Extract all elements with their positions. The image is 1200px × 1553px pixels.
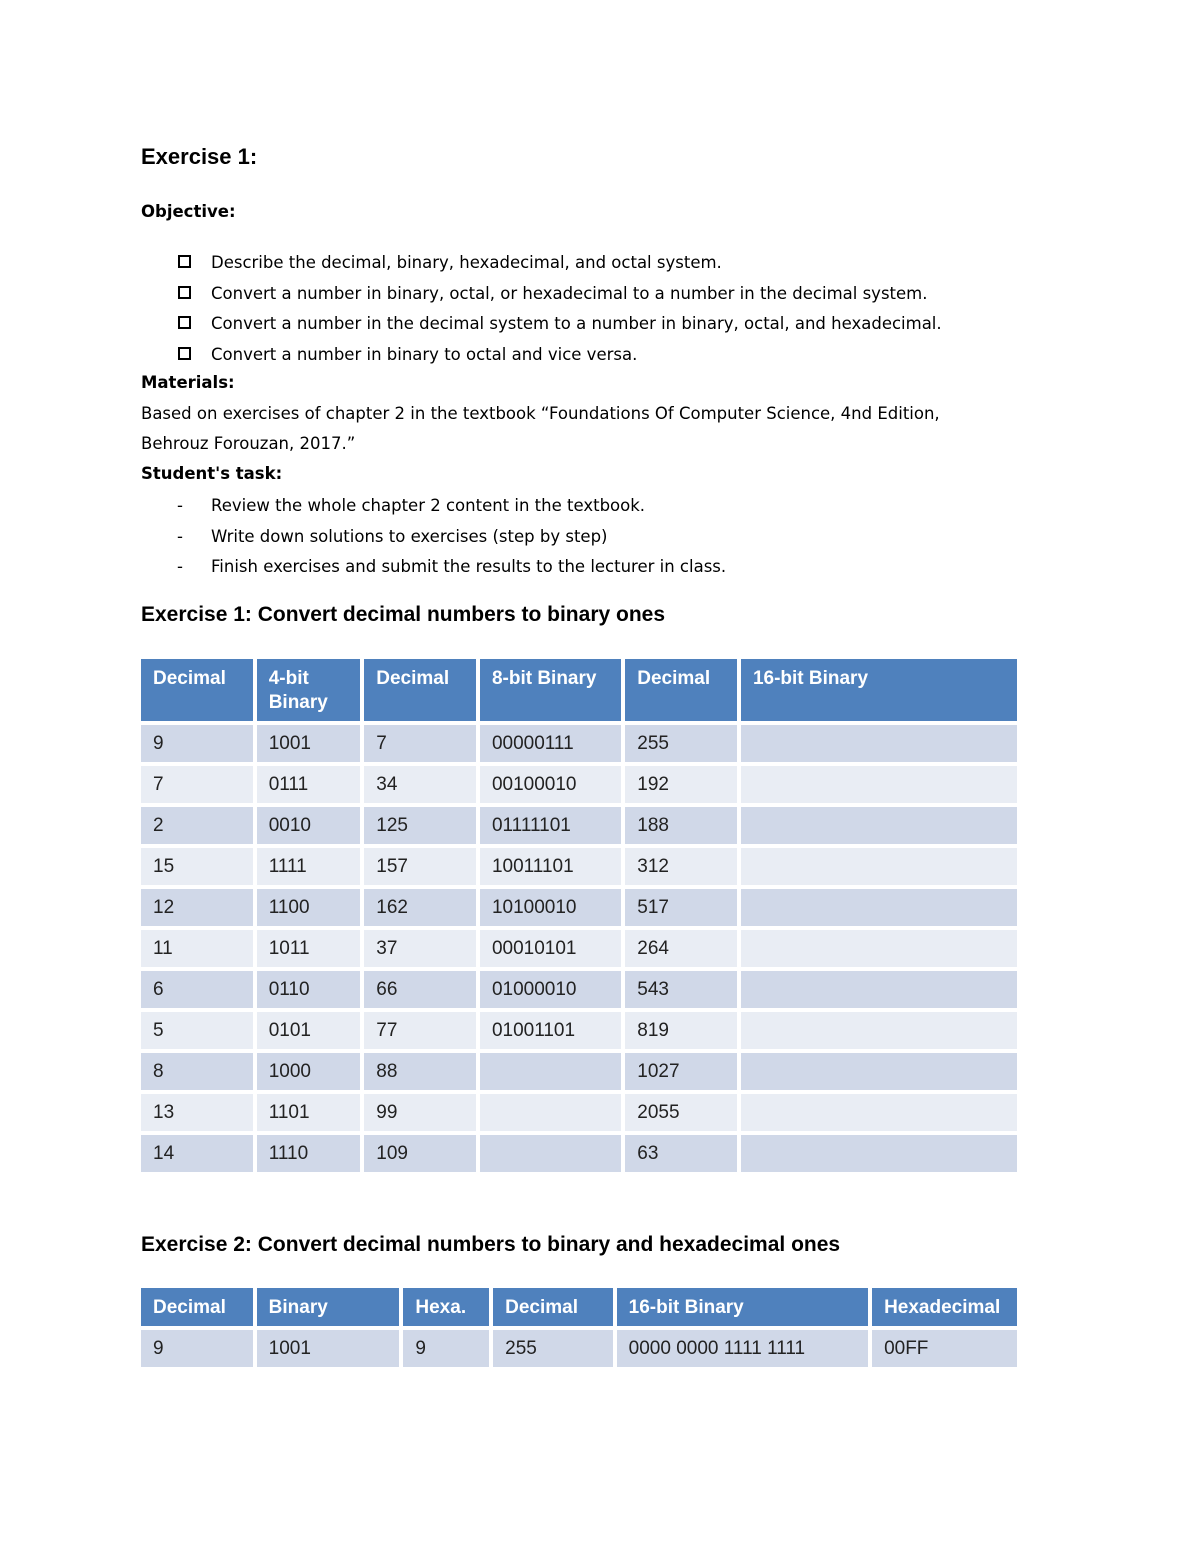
table-cell: 15	[141, 848, 253, 885]
table-cell: 34	[364, 766, 476, 803]
table-row	[141, 848, 1017, 885]
table-cell: 0000 0000 1111 1111	[617, 1330, 868, 1367]
table-cell: 01000010	[480, 971, 621, 1008]
table-cell	[480, 1053, 621, 1090]
table-cell: 0010	[257, 807, 361, 844]
table-row	[141, 766, 1017, 803]
table-cell: 66	[364, 971, 476, 1008]
table-cell: 01111101	[480, 807, 621, 844]
materials-label: Materials:	[141, 373, 235, 392]
table-cell: 192	[625, 766, 737, 803]
table-row	[141, 1094, 1017, 1131]
table-cell: 1111	[257, 848, 361, 885]
table-cell: 5	[141, 1012, 253, 1049]
column-header: 4-bit Binary	[257, 659, 361, 721]
table-cell: 00010101	[480, 930, 621, 967]
table-cell: 10100010	[480, 889, 621, 926]
table-cell: 9	[141, 1330, 253, 1367]
table-row	[141, 889, 1017, 926]
table-cell	[741, 725, 1017, 762]
table-cell: 162	[364, 889, 476, 926]
table-header-row	[141, 659, 1017, 721]
table-row	[141, 971, 1017, 1008]
materials-text-line1: Based on exercises of chapter 2 in the textbook “Foundations Of Computer Science, 4nd Edition,	[141, 404, 940, 423]
exercise1-table	[137, 655, 1021, 1176]
table-cell: 10011101	[480, 848, 621, 885]
table-cell: 77	[364, 1012, 476, 1049]
table-cell: 1101	[257, 1094, 361, 1131]
table-cell	[480, 1094, 621, 1131]
table-cell: 264	[625, 930, 737, 967]
column-header: Hexadecimal	[872, 1288, 1017, 1326]
column-header: Binary	[257, 1288, 400, 1326]
table-cell	[741, 807, 1017, 844]
table-cell: 99	[364, 1094, 476, 1131]
table-row	[141, 930, 1017, 967]
table-cell: 188	[625, 807, 737, 844]
page-title: Exercise 1:	[141, 144, 258, 169]
exercise2-table	[137, 1284, 1021, 1371]
table-cell	[741, 930, 1017, 967]
table-cell: 9	[403, 1330, 489, 1367]
table-cell	[741, 1094, 1017, 1131]
table-cell: 109	[364, 1135, 476, 1172]
table-cell: 0110	[257, 971, 361, 1008]
table-cell: 517	[625, 889, 737, 926]
table-cell: 0111	[257, 766, 361, 803]
column-header: Decimal	[625, 659, 737, 721]
table-cell: 00FF	[872, 1330, 1017, 1367]
table-cell: 1000	[257, 1053, 361, 1090]
table-row	[141, 1135, 1017, 1172]
exercise1-heading: Exercise 1: Convert decimal numbers to binary ones	[141, 603, 666, 626]
table-cell: 1027	[625, 1053, 737, 1090]
list-item: Convert a number in the decimal system to a number in binary, octal, and hexadecimal.	[141, 312, 942, 343]
table-cell	[741, 766, 1017, 803]
table-cell	[741, 1135, 1017, 1172]
table-cell	[480, 1135, 621, 1172]
table-cell: 12	[141, 889, 253, 926]
table-cell: 00100010	[480, 766, 621, 803]
list-item: - Finish exercises and submit the results to the lecturer in class.	[141, 555, 726, 586]
column-header: Hexa.	[403, 1288, 489, 1326]
dash-bullet: -	[177, 526, 183, 546]
table-cell: 255	[493, 1330, 613, 1367]
exercise2-table-body	[141, 1330, 1017, 1367]
table-cell	[741, 971, 1017, 1008]
table-cell: 7	[364, 725, 476, 762]
table-row	[141, 1330, 1017, 1367]
objective-label: Objective:	[141, 202, 236, 221]
table-cell: 9	[141, 725, 253, 762]
table-cell: 2055	[625, 1094, 737, 1131]
table-cell: 1100	[257, 889, 361, 926]
table-row	[141, 807, 1017, 844]
column-header: Decimal	[364, 659, 476, 721]
table-cell	[741, 1012, 1017, 1049]
column-header: 8-bit Binary	[480, 659, 621, 721]
table-cell: 1001	[257, 1330, 400, 1367]
table-row	[141, 725, 1017, 762]
table-cell: 543	[625, 971, 737, 1008]
exercise1-table-body	[141, 725, 1017, 1172]
table-cell: 8	[141, 1053, 253, 1090]
table-cell: 2	[141, 807, 253, 844]
checkbox-icon	[178, 347, 191, 360]
list-item: Convert a number in binary, octal, or hexadecimal to a number in the decimal system.	[141, 282, 942, 313]
table-cell: 0101	[257, 1012, 361, 1049]
table-cell: 00000111	[480, 725, 621, 762]
table-cell: 1001	[257, 725, 361, 762]
table-cell: 819	[625, 1012, 737, 1049]
column-header: Decimal	[141, 1288, 253, 1326]
table-cell: 37	[364, 930, 476, 967]
table-cell: 1110	[257, 1135, 361, 1172]
table-cell: 7	[141, 766, 253, 803]
column-header: 16-bit Binary	[741, 659, 1017, 721]
column-header: Decimal	[141, 659, 253, 721]
table-header-row	[141, 1288, 1017, 1326]
table-cell: 13	[141, 1094, 253, 1131]
table-cell: 1011	[257, 930, 361, 967]
list-item: Convert a number in binary to octal and vice versa.	[141, 343, 942, 374]
table-row	[141, 1012, 1017, 1049]
checkbox-icon	[178, 286, 191, 299]
table-cell	[741, 848, 1017, 885]
column-header: 16-bit Binary	[617, 1288, 868, 1326]
list-item: - Write down solutions to exercises (step by step)	[141, 525, 726, 556]
table-cell	[741, 889, 1017, 926]
table-cell: 01001101	[480, 1012, 621, 1049]
table-cell: 63	[625, 1135, 737, 1172]
table-cell	[741, 1053, 1017, 1090]
task-list	[141, 494, 726, 586]
list-item: Describe the decimal, binary, hexadecimal, and octal system.	[141, 251, 942, 282]
dash-bullet: -	[177, 557, 183, 576]
checkbox-icon	[178, 255, 191, 268]
objective-list	[141, 251, 942, 373]
exercise2-heading: Exercise 2: Convert decimal numbers to binary and hexadecimal ones	[141, 1233, 841, 1256]
checkbox-icon	[178, 316, 191, 329]
list-item: - Review the whole chapter 2 content in the textbook.	[141, 494, 726, 525]
column-header: Decimal	[493, 1288, 613, 1326]
table-cell: 6	[141, 971, 253, 1008]
table-cell: 255	[625, 725, 737, 762]
materials-text-line2: Behrouz Forouzan, 2017.”	[141, 434, 356, 453]
table-row	[141, 1053, 1017, 1090]
table-cell: 11	[141, 930, 253, 967]
table-cell: 14	[141, 1135, 253, 1172]
table-cell: 88	[364, 1053, 476, 1090]
table-cell: 312	[625, 848, 737, 885]
task-label: Student's task:	[141, 464, 283, 483]
dash-bullet: -	[177, 496, 183, 515]
table-cell: 157	[364, 848, 476, 885]
table-cell: 125	[364, 807, 476, 844]
